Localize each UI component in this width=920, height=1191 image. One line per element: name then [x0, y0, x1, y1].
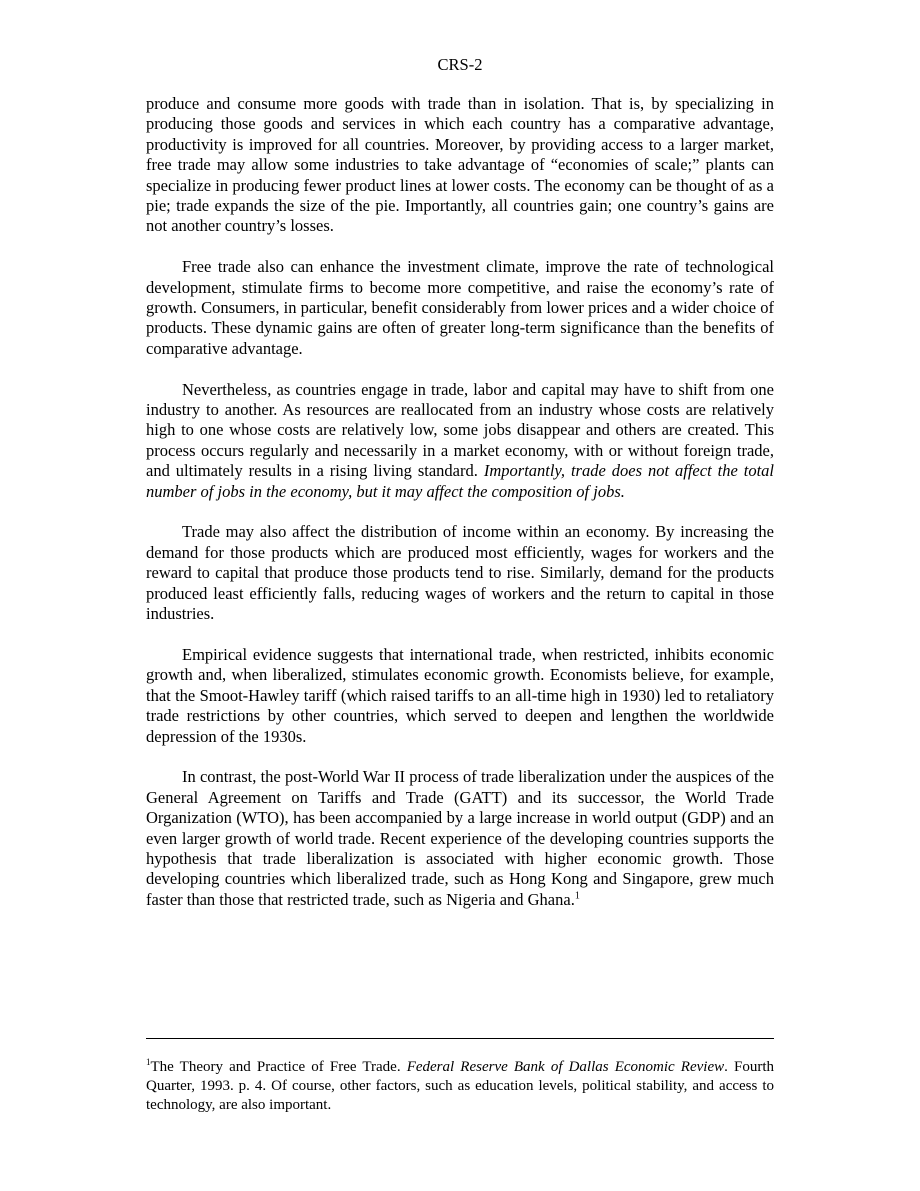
- paragraph-3-emphasis: Importantly, trade does not affect the total number of jobs in the economy, but it may affect the composition of jobs.: [146, 461, 775, 501]
- paragraph-3: [146, 380, 774, 502]
- paragraph-6: [146, 767, 774, 910]
- footnote-text-part-2: . Fourth Quarter, 1993. p. 4. Of course, other factors, such as education levels, political stability, and access to technology, are also important.: [146, 1059, 774, 1113]
- paragraph-3-text: Nevertheless, as countries engage in trade, labor and capital may have to shift from one industry to another. As resources are reallocated from an industry whose costs are relatively high to one whose costs are relatively low, some jobs disappear and others are created. This process occurs regularly and necessarily in a market economy, with or without foreign trade, and ultimately results in a rising living standard.: [146, 379, 774, 481]
- footnote-source-title: Federal Reserve Bank of Dallas Economic Review: [406, 1059, 725, 1075]
- footnote: [146, 1058, 774, 1115]
- page-header: [0, 55, 920, 75]
- paragraph-4: Trade may also affect the distribution of income within an economy. By increasing the demand for those products which are produced most efficiently, wages for workers and the reward to capital that produce those products tend to rise. Similarly, demand for the products produced least efficiently falls, reducing wages of workers and the return to capital in those industries.: [146, 522, 774, 624]
- footnote-reference: 1: [574, 890, 580, 902]
- paragraph-2: Free trade also can enhance the investment climate, improve the rate of technological development, stimulate firms to become more competitive, and raise the economy’s rate of growth. Consumers, in particular, benefit considerably from lower prices and a wider choice of products. These dynamic gains are often of greater long-term significance than the benefits of comparative advantage.: [146, 257, 774, 358]
- main-text: [146, 94, 774, 910]
- footnote-text-part-1: The Theory and Practice of Free Trade.: [150, 1059, 407, 1075]
- footnote-divider: [146, 1038, 774, 1039]
- paragraph-6-text: In contrast, the post-World War II process of trade liberalization under the auspices of the General Agreement on Tariffs and Trade (GATT) and its successor, the World Trade Organization (WTO), has been accompanied by a large increase in world output (GDP) and an even larger growth of world trade. Recent experience of the developing countries supports the hypothesis that trade liberalization is associated with higher economic growth. Those developing countries which liberalized trade, such as Hong Kong and Singapore, grew much faster than those that restricted trade, such as Nigeria and Ghana.: [146, 767, 774, 909]
- footnote-text: [146, 1058, 774, 1115]
- footnote-marker: 1: [146, 1057, 151, 1067]
- paragraph-1: produce and consume more goods with trade than in isolation. That is, by specializing in producing those goods and services in which each country has a comparative advantage, productivity is improved for all countries. Moreover, by providing access to a larger market, free trade may allow some industries to take advantage of “economies of scale;” plants can specialize in producing fewer product lines at lower costs. The economy can be thought of as a pie; trade expands the size of the pie. Importantly, all countries gain; one country’s gains are not another country’s losses.: [146, 94, 774, 236]
- paragraph-5: Empirical evidence suggests that international trade, when restricted, inhibits economic growth and, when liberalized, stimulates economic growth. Economists believe, for example, that the Smoot-Hawley tariff (which raised tariffs to an all-time high in 1930) led to retaliatory trade restrictions by other countries, which served to deepen and lengthen the worldwide depression of the 1930s.: [146, 644, 774, 746]
- page-number-label: CRS-2: [437, 55, 483, 74]
